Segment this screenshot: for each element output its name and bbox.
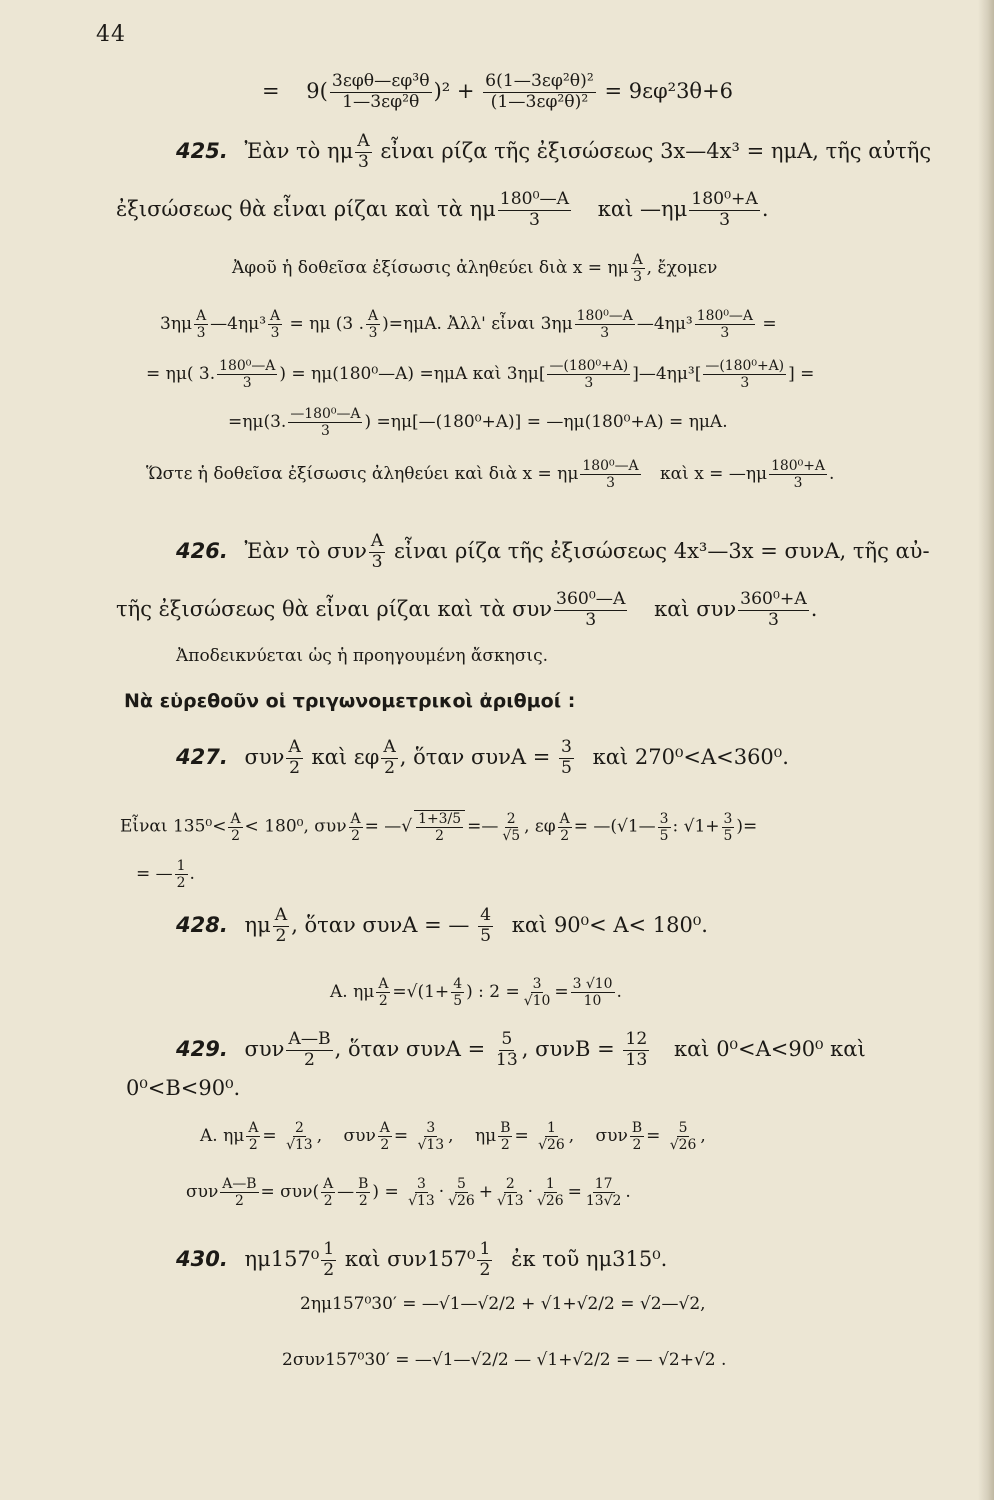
exercise-427-line1 [176,738,789,779]
math-text: , ἔχομεν [646,258,718,279]
fraction [500,811,522,844]
fraction [194,308,208,341]
numerator: 1 [176,858,186,874]
denominator: √26 [448,1193,475,1210]
denominator: 2 [632,1137,642,1154]
math-text: Ἀφοῦ ἡ δοθεῖσα ἐξίσωσις ἀληθεύει διὰ x = ημ [232,258,629,279]
fraction [406,1176,437,1209]
math-text: . [189,864,195,885]
denominator: 2 [435,828,445,845]
numerator: A—B [288,1029,331,1049]
fraction [355,132,371,173]
fraction [220,1176,258,1209]
exercise-427-result [136,858,195,891]
math-text: = [567,1182,582,1203]
fraction [416,1120,447,1153]
denominator: 3 [740,375,750,392]
exercise-426-line2 [116,590,817,631]
numerator: 180⁰—A [499,189,570,209]
fraction [695,308,755,341]
numerator: A [196,308,207,324]
denominator: 2 [323,1259,335,1280]
fraction [689,190,760,231]
exercise-425-proof-line1 [160,308,777,341]
math-text: καὶ 0⁰<A<90⁰ καὶ [673,1036,866,1061]
math-text: καὶ εφ [311,744,380,769]
fraction [558,811,572,844]
fraction [288,406,362,439]
fraction [668,1120,699,1153]
denominator: 3 [357,151,369,172]
math-text: συν [186,1182,219,1203]
math-text: = ημ( 3. [146,364,216,385]
math-text: εἶναι ρίζα τῆς ἐξισώσεως 3x—4x³ = ημA, τῆς αὐτῆς [380,138,932,163]
math-text: καὶ συν [654,596,737,621]
numerator: —(180⁰+A) [705,358,785,374]
fraction [522,976,553,1009]
numerator: A [383,737,396,757]
denominator: 3 [793,475,803,492]
denominator: 2 [234,1193,244,1210]
numerator: 5 [457,1176,466,1192]
exercise-429-line2: 0⁰<B<90⁰. [126,1076,241,1100]
numerator: A [370,531,384,551]
denominator: 5 [659,827,669,844]
math-text: )=ημA. Ἀλλ' εἶναι 3ημ [382,314,573,335]
numerator: 12 [625,1029,648,1049]
exercise-number: 426. [176,538,228,563]
fraction [477,1240,492,1281]
exercise-425-conclusion [146,458,834,491]
denominator: 13 [625,1049,648,1070]
denominator: 10 [583,993,602,1010]
numerator: 3 [416,1176,426,1192]
math-text: , εφ [524,816,556,837]
math-text: Ὥστε ἡ δοθεῖσα ἐξίσωσις ἀληθεύει καὶ διὰ x = ημ [146,464,579,485]
denominator: 3 [320,423,330,440]
numerator: 1 [545,1176,555,1192]
math-text: =ημ(3. [228,412,287,433]
denominator: 3 [528,209,540,230]
denominator: 3 [371,551,383,572]
math-text: = —(√1— [573,816,656,837]
numerator: A—B [222,1176,257,1192]
fraction [321,1240,336,1281]
numerator: 6(1—3εφ²θ)² [485,71,594,91]
denominator: 2 [275,925,287,946]
numerator: 1 [546,1120,556,1136]
exercise-426-proof: Ἀποδεικνύεται ὡς ἡ προηγουμένη ἄσκησις. [176,646,549,666]
math-text: A. ημ [330,982,375,1003]
math-text: καὶ x = —ημ [660,464,768,485]
denominator: 13 [495,1049,518,1070]
fraction [478,906,493,947]
fraction [414,810,465,844]
math-text: ἐξισώσεως θὰ εἶναι ρίζαι καὶ τὰ ημ [116,196,496,221]
fraction [483,72,596,113]
fraction [268,308,282,341]
math-text: = [762,314,777,335]
exercise-428-answer [330,976,622,1009]
numerator: B [500,1120,511,1136]
denominator: 3 [600,325,610,342]
exercise-425-proof-line3 [228,406,728,439]
denominator: √26 [669,1137,697,1154]
math-text: , ὅταν συνA = [399,744,551,769]
math-text: . [616,982,622,1003]
fraction [494,1030,520,1071]
fraction [536,1120,567,1153]
numerator: 180⁰—A [219,358,276,374]
fraction [273,906,289,947]
denominator: 2 [323,1193,333,1210]
denominator: 2 [289,757,301,778]
math-text: )= [736,816,758,837]
denominator: 2 [248,1137,258,1154]
fraction [175,858,188,891]
numerator: B [631,1120,643,1136]
exercise-number: 425. [176,138,228,163]
denominator: 2 [560,827,570,844]
numerator: A [378,976,389,992]
fraction [495,1176,526,1209]
math-text: Ἐὰν τὸ συν [244,538,367,563]
fraction [703,358,786,391]
numerator: A [357,131,370,151]
denominator: 5 [480,925,492,946]
numerator: —(180⁰+A) [549,358,629,374]
math-text: συν [595,1126,628,1147]
math-text: ]—4ημ³[ [632,364,702,385]
fraction [349,811,363,844]
denominator: 2 [358,1193,368,1210]
numerator: 360⁰—A [556,589,626,609]
math-text: 9 [306,78,320,103]
math-text: ) = ημ(180⁰—A) =ημA καὶ 3ημ[ [279,364,546,385]
math-text: —4ημ³ [636,314,693,335]
exercise-429-line1 [176,1030,866,1071]
denominator: 2 [231,827,240,844]
fraction [498,1120,512,1153]
numerator: 3 [723,810,733,827]
equation-top: = 9( $\frac{\text{3εφθ—εφ³θ}}{\text{1—3εφ²θ}}$ )² + $\frac{\text{6(1—3εφ²θ)²}}{\text{(1—3εφ²θ)²}}$ = 9εφ²3θ+6 [262,71,734,112]
denominator: √13 [408,1193,435,1210]
exercise-425-proof-intro [232,252,717,285]
math-text: = [262,78,280,103]
math-text: =√(1+ [392,982,450,1003]
math-text: =— [467,816,499,837]
math-text: ἐκ τοῦ ημ315⁰. [511,1246,668,1271]
denominator: 3 [585,609,597,630]
fraction [376,976,390,1009]
denominator: 3 [633,269,643,286]
exercise-425-line2 [116,190,769,231]
denominator: 3 [584,375,594,392]
denominator: 3 [606,475,615,492]
math-text: . [810,596,818,621]
denominator: 5 [561,757,572,778]
math-text: ) : 2 = [466,982,520,1003]
fraction [330,72,432,113]
math-text: εἶναι ρίζα τῆς ἐξισώσεως 4x³—3x = συνA, τῆς αὐ- [393,538,930,563]
numerator: A [368,308,379,324]
fraction [366,308,380,341]
math-text: . [625,1182,631,1203]
denominator: 2 [380,1137,390,1154]
numerator: 180⁰—A [582,458,639,474]
numerator: 180⁰—A [696,308,753,324]
fraction [631,252,645,285]
math-text: 3ημ [160,314,193,335]
fraction [738,590,809,631]
numerator: 3 [561,737,572,757]
numerator: 5 [501,1029,513,1049]
fraction [722,811,735,844]
math-text: ] = [788,364,815,385]
fraction [547,358,630,391]
fraction [284,1120,315,1153]
fraction [623,1030,649,1071]
fraction [286,738,302,779]
exercise-426-line1 [176,532,930,573]
math-text: + [456,78,475,103]
numerator: A [350,810,361,827]
exercise-430-line1 [176,1240,667,1281]
numerator: 4 [480,905,492,925]
numerator: —180⁰—A [290,406,361,422]
denominator: 3 [368,325,378,342]
fraction [658,811,671,844]
denominator: 3 [196,325,206,342]
numerator: A [288,737,301,757]
numerator: 180⁰+A [691,189,758,209]
denominator: 2 [378,993,388,1010]
numerator: B [358,1176,369,1192]
math-text: ημ [244,912,271,937]
exercise-428-line1 [176,906,708,947]
page-number: 44 [96,22,126,47]
math-text: Εἶναι 135⁰< [120,816,227,837]
denominator: √13 [286,1137,313,1154]
fraction [369,532,385,573]
denominator: 3 [242,375,252,392]
denominator: 5 [453,993,463,1010]
numerator: 1+3/5 [418,811,462,827]
exercise-number: 428. [176,912,228,937]
denominator: 2 [351,827,361,844]
math-text: , ὅταν συνA = — [291,912,470,937]
math-text: Νὰ εὑρεθοῦν οἱ τριγωνομετρικοὶ ἀριθμοί : [124,690,576,712]
fraction [554,590,627,631]
math-text: = συν( [260,1182,320,1203]
exercise-number: 429. [176,1036,228,1061]
math-text: Ἐὰν τὸ ημ [244,138,354,163]
denominator: 3 [719,209,731,230]
math-text: καὶ —ημ [597,196,688,221]
numerator: 3 [532,976,542,992]
denominator: √13 [497,1193,524,1210]
exercise-427-solution [120,810,757,844]
math-text: καὶ συν157⁰ [344,1246,476,1271]
math-text: = 9εφ²3θ+6 [604,78,734,103]
denominator: 2 [304,1049,315,1070]
numerator: 3 [426,1120,436,1136]
numerator: 180⁰—A [576,308,633,324]
numerator: 3 [659,810,669,827]
numerator: A [379,1120,390,1136]
math-text: ημ [474,1126,497,1147]
math-text: , συνB = [521,1036,615,1061]
fraction [228,811,242,844]
fraction [535,1176,566,1209]
math-text: . [829,464,835,485]
denominator: √26 [538,1137,565,1154]
exercise-430-sine: 2ημ157⁰30′ = —√1—√2/2 + √1+√2/2 = √2—√2, [300,1294,706,1314]
numerator: 180⁰+A [771,458,825,474]
numerator: 3 √10 [572,976,613,992]
fraction [381,738,397,779]
math-text: , ὅταν συνA = [334,1036,486,1061]
exercise-425-proof-line2 [146,358,814,391]
math-text: + [478,1182,494,1203]
math-text: . [761,196,769,221]
numerator: A [323,1176,334,1192]
math-text: ) = [372,1182,399,1203]
numerator: 17 [594,1176,613,1192]
math-text: = [554,982,569,1003]
denominator: 2 [384,757,396,778]
numerator: 360⁰+A [740,589,807,609]
exercise-number: 430. [176,1246,228,1271]
denominator: √26 [537,1193,564,1210]
denominator: √10 [523,993,551,1010]
denominator: √13 [417,1137,445,1154]
fraction [378,1120,392,1153]
fraction [356,1176,370,1209]
denominator: 1—3εφ²θ [342,91,420,112]
page-edge [978,0,994,1500]
numerator: 2 [505,1176,515,1192]
math-text: τῆς ἐξισώσεως θὰ εἶναι ρίζαι καὶ τὰ συν [116,596,553,621]
denominator: 3 [270,325,280,342]
numerator: A [632,252,643,268]
numerator: A [559,810,570,827]
numerator: A [270,308,281,324]
math-text: A. ημ [200,1126,245,1147]
fraction [217,358,277,391]
math-text: καὶ 90⁰< A< 180⁰. [511,912,708,937]
numerator: 5 [678,1120,688,1136]
fraction [446,1176,477,1209]
numerator: 1 [323,1239,335,1259]
math-text: )² [433,78,451,103]
denominator: 2 [176,875,186,892]
fraction [451,976,464,1009]
numerator: 2 [506,810,516,827]
math-text: = —√ [364,816,413,837]
denominator: (1—3εφ²θ)² [490,91,589,112]
math-text: συν [343,1126,376,1147]
exercise-425-line1 [176,132,931,173]
numerator: 4 [453,976,463,992]
math-text: : √1+ [672,816,720,837]
exercise-429-answer: A. ημ $\frac{A}{2}$ = $\frac{2}{√13}$ , συν $\frac{A}{2}$ = $\frac{3}{√13}$ , ημ $\frac{B}{2}$ = $\frac{1}{√26}$ , συν $\frac{B}{2}$ = $\frac{5}{√26}$ , [200,1120,706,1154]
fraction [498,190,571,231]
fraction [769,458,827,491]
fraction [321,1176,335,1209]
denominator: 13√2 [585,1193,622,1210]
fraction [286,1030,332,1071]
denominator: 2 [500,1137,510,1154]
numerator: 2 [294,1120,304,1136]
denominator: 2 [479,1259,491,1280]
math-text: ) =ημ[—(180⁰+A)] = —ημ(180⁰+A) = ημA. [364,412,728,433]
exercise-number: 427. [176,744,228,769]
math-text: — [337,1182,355,1203]
numerator: A [248,1120,259,1136]
math-text: συν [244,1036,285,1061]
math-text: < 180⁰, συν [244,816,347,837]
math-text: συν [244,744,285,769]
fraction [584,1176,623,1209]
denominator: 5 [723,827,733,844]
fraction [580,458,640,491]
exercise-430-cosine: 2συν157⁰30′ = —√1—√2/2 — √1+√2/2 = — √2+√2 . [282,1350,727,1370]
denominator: 3 [767,609,779,630]
math-text: —4ημ³ [210,314,267,335]
exercise-429-computation: συν $\frac{A—B}{2}$ = συν( $\frac{A}{2}$ — $\frac{B}{2}$ ) = $\frac{3}{√13}$ · $\frac{5}{√26}$ + $\frac{2}{√13}$ · $\frac{1}{√26}$ = $\frac{17}{13√2}$ . [186,1176,631,1210]
fraction [559,738,574,779]
math-text: = ημ (3 . [289,314,365,335]
math-text: = — [136,864,173,885]
math-text: ημ157⁰ [244,1246,320,1271]
fraction [575,308,635,341]
denominator: 3 [720,325,730,342]
fraction [571,976,615,1009]
denominator: √5 [502,827,521,844]
section-heading [124,686,575,715]
numerator: 3εφθ—εφ³θ [331,71,430,91]
fraction [630,1120,644,1153]
numerator: A [230,810,241,827]
numerator: 1 [479,1239,491,1259]
fraction [246,1120,260,1153]
math-text: καὶ 270⁰<A<360⁰. [592,744,789,769]
numerator: A [274,905,288,925]
